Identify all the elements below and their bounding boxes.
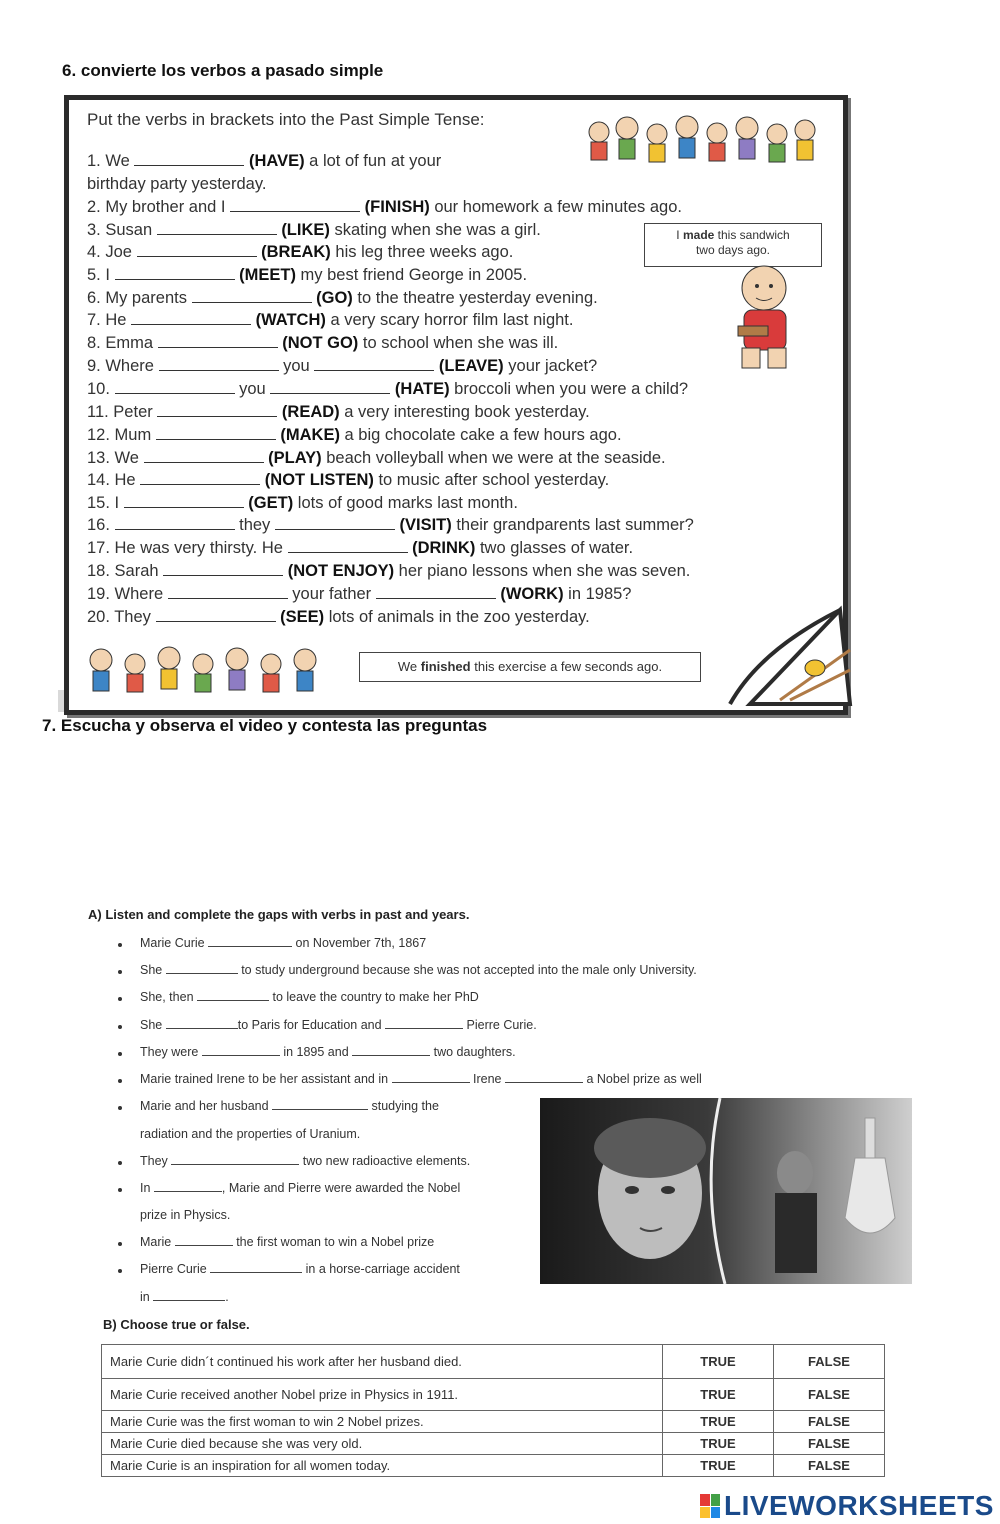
false-option[interactable]: FALSE (774, 1411, 885, 1433)
exercise-6-item: 17. He was very thirsty. He (DRINK) two glasses of water. (87, 539, 634, 557)
part-a-line: Pierre Curie in a horse-carriage accident (140, 1262, 460, 1276)
page-curl-woodstock-illustration (700, 580, 860, 712)
logo-mark-icon (700, 1494, 720, 1518)
peanuts-crowd-bottom-illustration (79, 640, 359, 700)
statement-cell: Marie Curie received another Nobel prize in Physics in 1911. (102, 1379, 663, 1411)
true-option[interactable]: TRUE (663, 1345, 774, 1379)
exercise-6-item: 5. I (MEET) my best friend George in 2005. (87, 266, 528, 284)
exercise-6-instructions: Put the verbs in brackets into the Past Simple Tense: (87, 110, 485, 129)
answer-blank[interactable] (144, 450, 264, 463)
bullet-icon (118, 1106, 122, 1110)
exercise-6-item: birthday party yesterday. (87, 175, 267, 193)
exercise-6-item: 4. Joe (BREAK) his leg three weeks ago. (87, 243, 514, 261)
exercise-6-item: 11. Peter (READ) a very interesting book yesterday. (87, 403, 590, 421)
exercise-6-item: 6. My parents (GO) to the theatre yesterday evening. (87, 289, 598, 307)
table-row (102, 1455, 885, 1477)
answer-blank[interactable] (115, 517, 235, 530)
bullet-icon (118, 1269, 122, 1273)
exercise-6-item: 18. Sarah (NOT ENJOY) her piano lessons when she was seven. (87, 562, 691, 580)
part-a-line: Marie and her husband studying the (140, 1099, 439, 1113)
answer-blank[interactable] (163, 563, 283, 576)
bullet-icon (118, 943, 122, 947)
marie-curie-photo (540, 1098, 912, 1284)
bullet-icon (118, 1242, 122, 1246)
table-row (102, 1433, 885, 1455)
table-row (102, 1379, 885, 1411)
true-false-table (101, 1344, 885, 1477)
answer-blank[interactable] (385, 1018, 463, 1029)
false-option[interactable]: FALSE (774, 1379, 885, 1411)
answer-blank[interactable] (270, 381, 390, 394)
bullet-icon (118, 997, 122, 1001)
part-a-line: She to Paris for Education and Pierre Curie. (140, 1018, 537, 1032)
speech-bubble-sandwich: I made this sandwich two days ago. (644, 223, 822, 267)
exercise-6-item: 19. Where your father (WORK) in 1985? (87, 585, 632, 603)
table-row (102, 1411, 885, 1433)
part-a-line: Marie trained Irene to be her assistant and in Irene a Nobel prize as well (140, 1072, 702, 1086)
linus-character-illustration (724, 260, 804, 375)
bullet-icon (118, 1079, 122, 1083)
bullet-icon (118, 1188, 122, 1192)
true-option[interactable]: TRUE (663, 1455, 774, 1477)
answer-blank[interactable] (140, 472, 260, 485)
answer-blank[interactable] (171, 1154, 299, 1165)
exercise-6-item: 16. they (VISIT) their grandparents last summer? (87, 516, 694, 534)
exercise-6-item: 3. Susan (LIKE) skating when she was a girl. (87, 221, 541, 239)
part-a-line: In , Marie and Pierre were awarded the Nobel (140, 1181, 461, 1195)
answer-blank[interactable] (158, 335, 278, 348)
statement-cell: Marie Curie is an inspiration for all women today. (102, 1455, 663, 1477)
answer-blank[interactable] (157, 222, 277, 235)
exercise-6-item: 14. He (NOT LISTEN) to music after school yesterday. (87, 471, 610, 489)
answer-blank[interactable] (192, 290, 312, 303)
part-a-line: She, then to leave the country to make her PhD (140, 990, 479, 1004)
logo-text: LIVEWORKSHEETS (724, 1490, 994, 1521)
exercise-6-item: 9. Where you (LEAVE) your jacket? (87, 357, 598, 375)
true-option[interactable]: TRUE (663, 1433, 774, 1455)
speech-bubble-finished: We finished this exercise a few seconds ago. (359, 652, 701, 682)
exercise-6-item: 15. I (GET) lots of good marks last month. (87, 494, 518, 512)
liveworksheets-logo (700, 1490, 994, 1522)
answer-blank[interactable] (275, 517, 395, 530)
answer-blank[interactable] (134, 153, 244, 166)
exercise-7-heading: 7. Escucha y observa el video y contesta las preguntas (42, 716, 488, 735)
answer-blank[interactable] (115, 381, 235, 394)
answer-blank[interactable] (166, 1018, 238, 1029)
part-a-line: Marie the first woman to win a Nobel prize (140, 1235, 435, 1249)
exercise-6-item: 7. He (WATCH) a very scary horror film last night. (87, 311, 574, 329)
exercise-6-heading: 6. convierte los verbos a pasado simple (62, 61, 384, 80)
exercise-6-item: 1. We (HAVE) a lot of fun at your (87, 152, 442, 170)
false-option[interactable]: FALSE (774, 1433, 885, 1455)
answer-blank[interactable] (124, 495, 244, 508)
exercise-6-item: 13. We (PLAY) beach volleyball when we were at the seaside. (87, 449, 666, 467)
answer-blank[interactable] (159, 358, 279, 371)
answer-blank[interactable] (208, 936, 292, 947)
table-row (102, 1345, 885, 1379)
false-option[interactable]: FALSE (774, 1455, 885, 1477)
exercise-6-item: 8. Emma (NOT GO) to school when she was ill. (87, 334, 559, 352)
exercise-6-item: 20. They (SEE) lots of animals in the zoo yesterday. (87, 608, 590, 626)
exercise-6-item: 10. you (HATE) broccoli when you were a child? (87, 380, 689, 398)
marie-curie-photo-art (540, 1098, 912, 1284)
answer-blank[interactable] (505, 1072, 583, 1083)
part-b-title: B) Choose true or false. (103, 1317, 250, 1332)
true-option[interactable]: TRUE (663, 1411, 774, 1433)
bullet-icon (118, 1161, 122, 1165)
answer-blank[interactable] (156, 427, 276, 440)
peanuts-crowd-top-illustration (579, 110, 829, 170)
part-a-line: They two new radioactive elements. (140, 1154, 471, 1168)
answer-blank[interactable] (314, 358, 434, 371)
part-a-line: prize in Physics. (140, 1208, 231, 1222)
bullet-icon (118, 970, 122, 974)
answer-blank[interactable] (137, 244, 257, 257)
statement-cell: Marie Curie died because she was very old. (102, 1433, 663, 1455)
part-a-line: in . (140, 1290, 229, 1304)
bullet-icon (118, 1025, 122, 1029)
answer-blank[interactable] (166, 963, 238, 974)
statement-cell: Marie Curie didn´t continued his work after her husband died. (102, 1345, 663, 1379)
part-a-title: A) Listen and complete the gaps with verbs in past and years. (88, 907, 470, 922)
answer-blank[interactable] (230, 199, 360, 212)
statement-cell: Marie Curie was the first woman to win 2 Nobel prizes. (102, 1411, 663, 1433)
part-a-line: Marie Curie on November 7th, 1867 (140, 936, 427, 950)
part-a-line: She to study underground because she was not accepted into the male only University. (140, 963, 697, 977)
answer-blank[interactable] (352, 1045, 430, 1056)
answer-blank[interactable] (156, 609, 276, 622)
bullet-icon (118, 1052, 122, 1056)
true-option[interactable]: TRUE (663, 1379, 774, 1411)
part-a-line: They were in 1895 and two daughters. (140, 1045, 516, 1059)
answer-blank[interactable] (392, 1072, 470, 1083)
part-a-line: radiation and the properties of Uranium. (140, 1127, 361, 1141)
answer-blank[interactable] (154, 1181, 222, 1192)
answer-blank[interactable] (153, 1290, 225, 1301)
answer-blank[interactable] (115, 267, 235, 280)
answer-blank[interactable] (168, 586, 288, 599)
exercise-6-item: 2. My brother and I (FINISH) our homework a few minutes ago. (87, 198, 682, 216)
answer-blank[interactable] (272, 1099, 368, 1110)
exercise-6-item: 12. Mum (MAKE) a big chocolate cake a few hours ago. (87, 426, 622, 444)
answer-blank[interactable] (157, 404, 277, 417)
answer-blank[interactable] (131, 312, 251, 325)
answer-blank[interactable] (175, 1235, 233, 1246)
answer-blank[interactable] (288, 540, 408, 553)
answer-blank[interactable] (376, 586, 496, 599)
answer-blank[interactable] (202, 1045, 280, 1056)
false-option[interactable]: FALSE (774, 1345, 885, 1379)
answer-blank[interactable] (210, 1262, 302, 1273)
answer-blank[interactable] (197, 990, 269, 1001)
